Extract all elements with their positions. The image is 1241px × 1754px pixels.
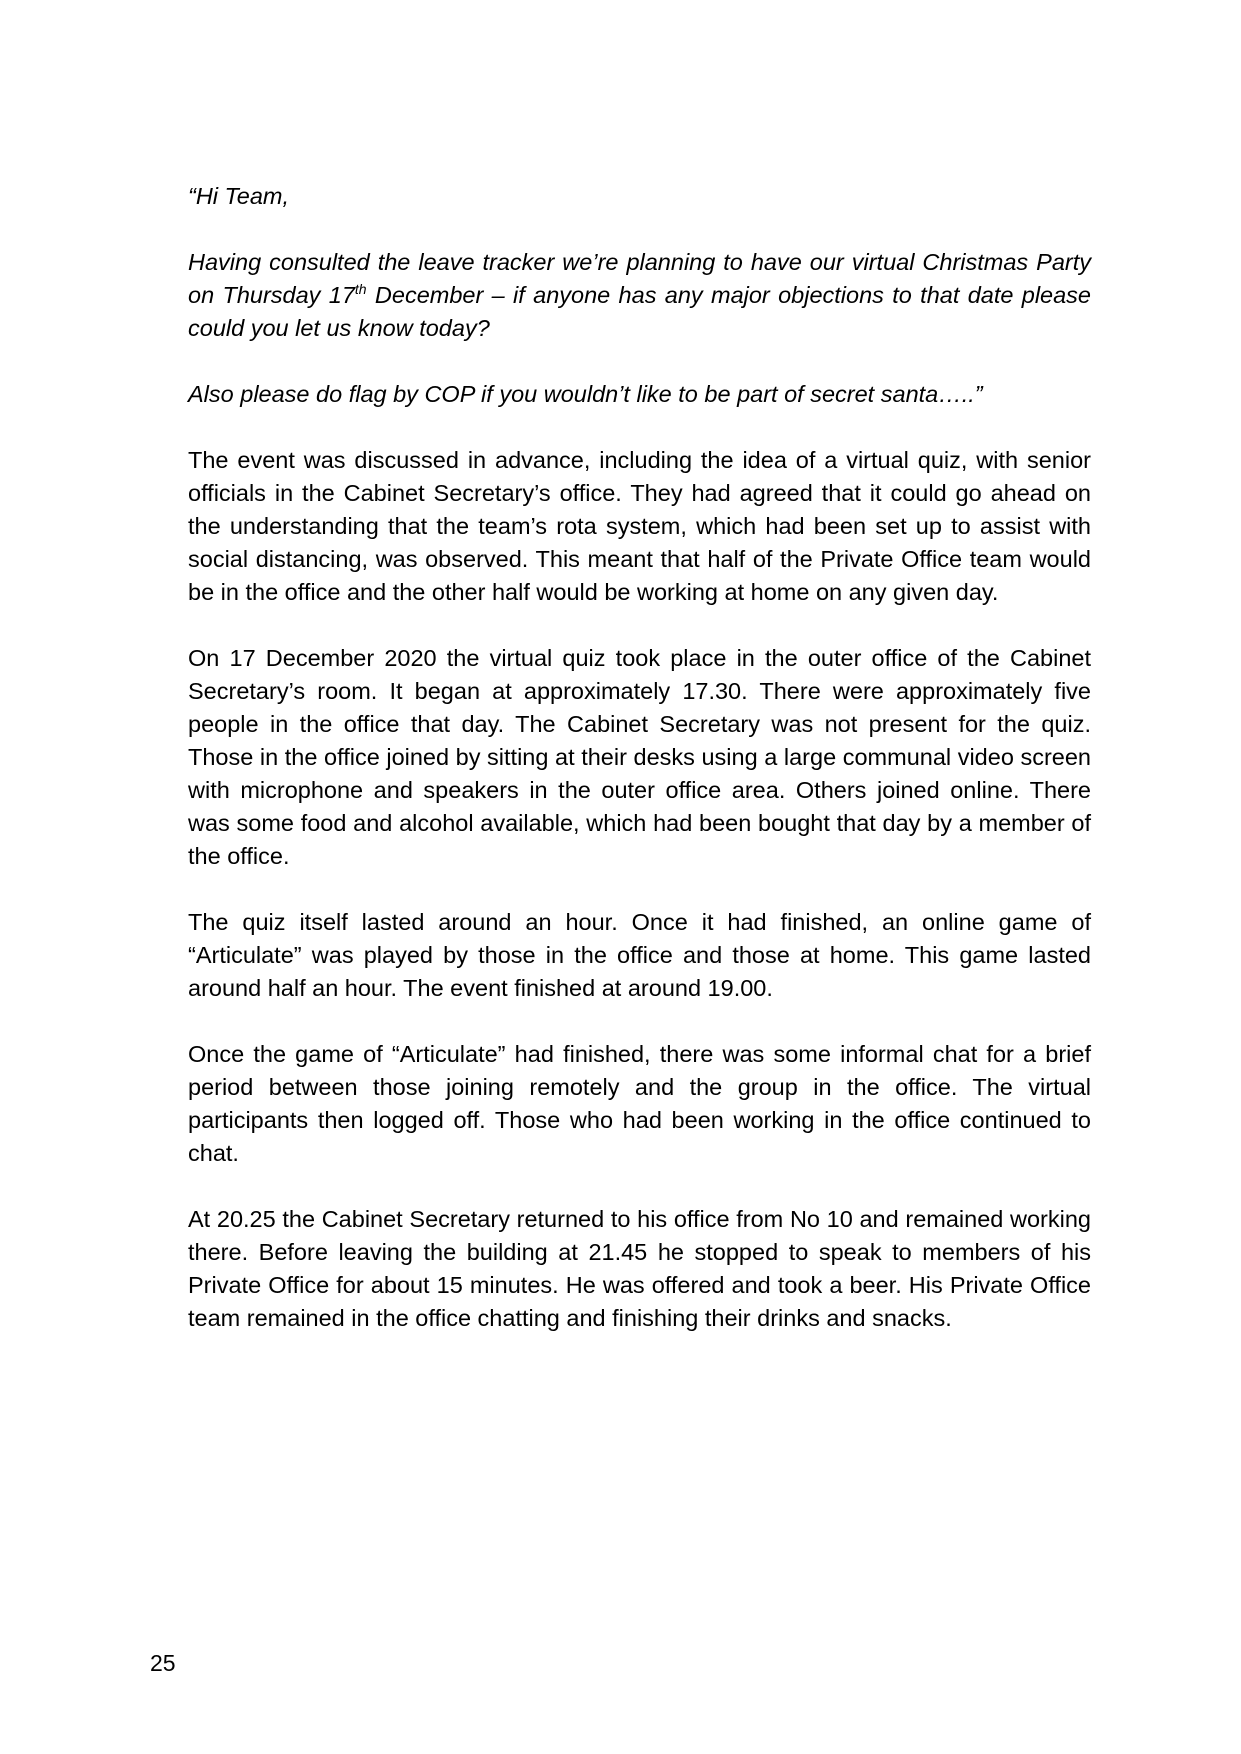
email-paragraph-2: Also please do flag by COP if you wouldn’t like to be part of secret santa…..” [188, 381, 983, 407]
body-paragraph-event-discussed: The event was discussed in advance, including the idea of a virtual quiz, with senior officials in the Cabinet Secretary’s office. They had agreed that it could go ahead on the understanding that the team’s rota system, which had been set up to assist with social distancing, was observed. This meant that half of the Private Office team would be in the office and the other half would be working at home on any given day. [188, 447, 1091, 605]
email-paragraph-1 [188, 246, 1091, 345]
body-paragraph-quiz-took-place: On 17 December 2020 the virtual quiz took place in the outer office of the Cabinet Secretary’s room. It began at approximately 17.30. There were approximately five people in the office that day. The Cabinet Secretary was not present for the quiz. Those in the office joined by sitting at their desks using a large communal video screen with microphone and speakers in the outer office area. Others joined online. There was some food and alcohol available, which had been bought that day by a member of the office. [188, 645, 1091, 869]
ordinal-suffix: th [354, 281, 367, 297]
page-number: 25 [150, 1650, 176, 1676]
email-paragraph-1-text-a: Having consulted the leave tracker we’re planning to have our virtual Christmas Party on Thursday 17 [188, 249, 1091, 308]
body-paragraph-quiz-duration: The quiz itself lasted around an hour. Once it had finished, an online game of “Articulate” was played by those in the office and those at home. This game lasted around half an hour. The event finished at around 19.00. [188, 909, 1091, 1001]
email-greeting: “Hi Team, [188, 183, 289, 209]
body-paragraph-informal-chat: Once the game of “Articulate” had finished, there was some informal chat for a brief period between those joining remotely and the group in the office. The virtual participants then logged off. Those who had been working in the office continued to chat. [188, 1041, 1091, 1166]
email-paragraph-1-text-b: December – if anyone has any major objections to that date please could you let us know today? [188, 282, 1092, 341]
body-paragraph-cabinet-secretary-return: At 20.25 the Cabinet Secretary returned to his office from No 10 and remained working there. Before leaving the building at 21.45 he stopped to speak to members of his Private Office for about 15 minutes. He was offered and took a beer. His Private Office team remained in the office chatting and finishing their drinks and snacks. [188, 1206, 1091, 1331]
page-content [188, 180, 1091, 1368]
